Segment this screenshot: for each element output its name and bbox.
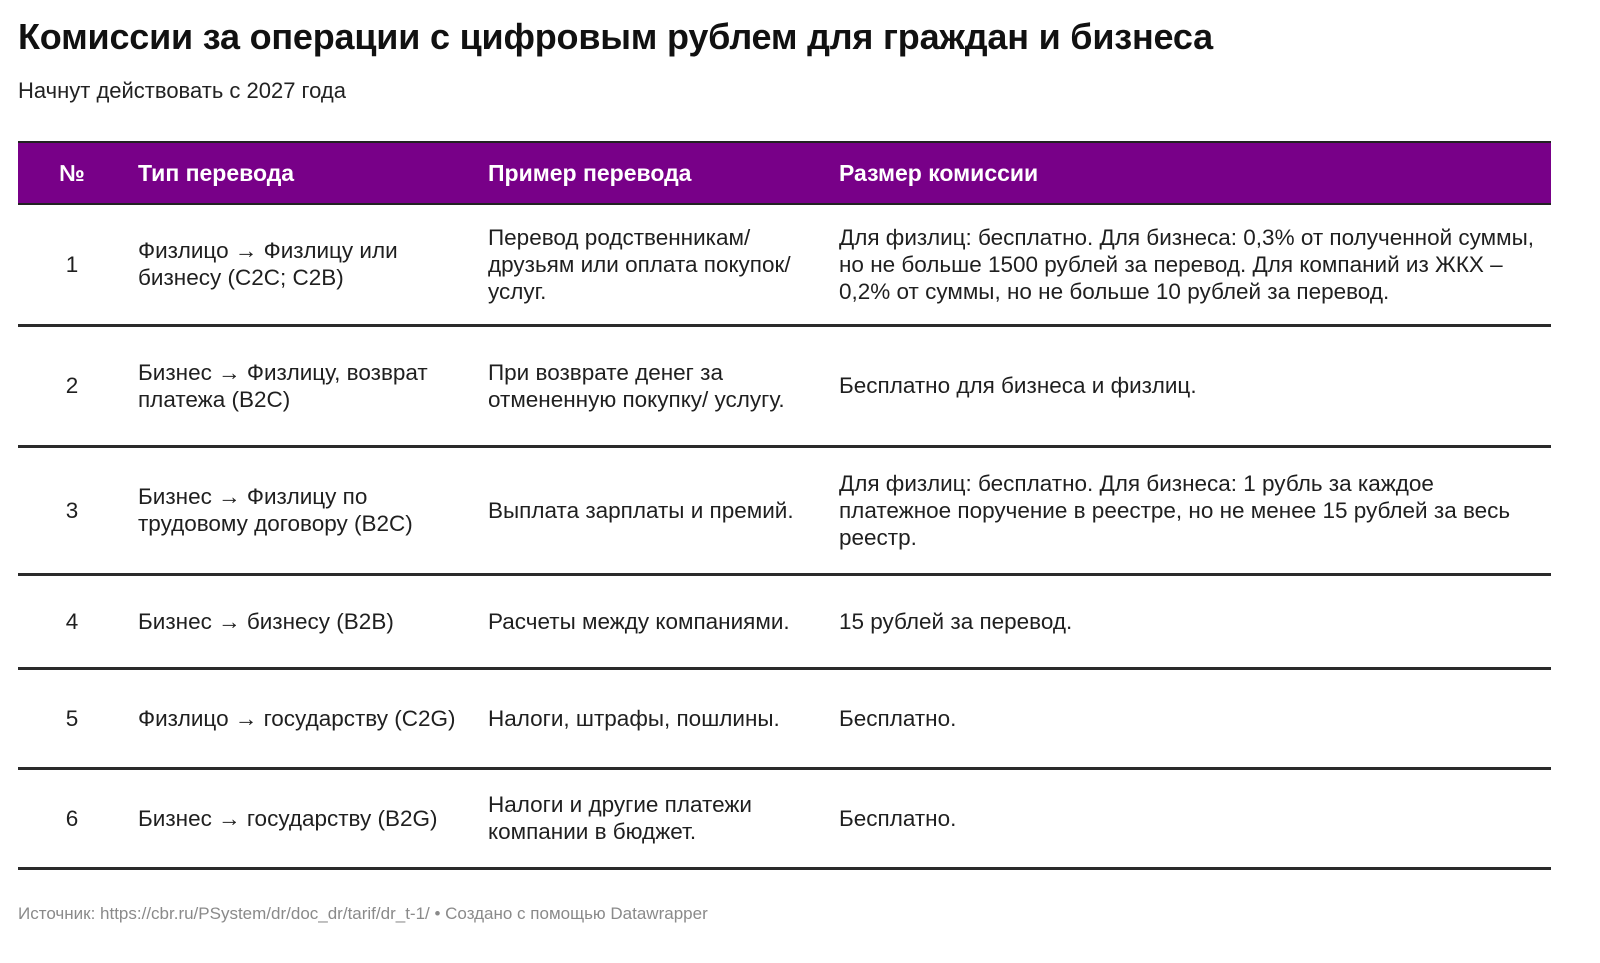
page-title: Комиссии за операции с цифровым рублем для граждан и бизнеса xyxy=(18,16,1213,57)
row-transfer-type: Бизнес → Физлицу по трудовому договору (B2C) xyxy=(126,446,476,574)
row-fee: Бесплатно для бизнеса и физлиц. xyxy=(827,325,1551,446)
table-row xyxy=(18,768,1551,868)
table-row xyxy=(18,668,1551,768)
row-transfer-example: Перевод родственникам/ друзьям или оплата покупок/услуг. xyxy=(476,204,827,325)
header-number: № xyxy=(18,142,126,204)
table-row xyxy=(18,204,1551,325)
row-transfer-example: Расчеты между компаниями. xyxy=(476,574,827,668)
fees-table xyxy=(18,141,1551,870)
row-number: 1 xyxy=(18,204,126,325)
table-row xyxy=(18,446,1551,574)
row-number: 6 xyxy=(18,768,126,868)
source-note: Источник: https://cbr.ru/PSystem/dr/doc_dr/tarif/dr_t-1/ • Создано с помощью Datawrapper xyxy=(18,904,708,923)
row-transfer-example: Налоги и другие платежи компании в бюджет. xyxy=(476,768,827,868)
row-transfer-type: Физлицо → государству (C2G) xyxy=(126,668,476,768)
row-transfer-type: Бизнес → Физлицу, возврат платежа (B2C) xyxy=(126,325,476,446)
row-fee: Бесплатно. xyxy=(827,668,1551,768)
row-transfer-example: При возврате денег за отмененную покупку/ услугу. xyxy=(476,325,827,446)
row-transfer-type: Бизнес → бизнесу (B2B) xyxy=(126,574,476,668)
page-subtitle: Начнут действовать с 2027 года xyxy=(18,78,346,103)
row-fee: Бесплатно. xyxy=(827,768,1551,868)
header-transfer-example: Пример перевода xyxy=(476,142,827,204)
row-number: 4 xyxy=(18,574,126,668)
table-header-row xyxy=(18,142,1551,204)
row-transfer-example: Выплата зарплаты и премий. xyxy=(476,446,827,574)
header-fee-size: Размер комиссии xyxy=(827,142,1551,204)
row-fee: Для физлиц: бесплатно. Для бизнеса: 0,3% от полученной суммы, но не больше 1500 рублей за перевод. Для компаний из ЖКХ – 0,2% от суммы, но не больше 10 рублей за перевод. xyxy=(827,204,1551,325)
row-transfer-type: Физлицо → Физлицу или бизнесу (C2C; C2B) xyxy=(126,204,476,325)
row-number: 5 xyxy=(18,668,126,768)
row-transfer-example: Налоги, штрафы, пошлины. xyxy=(476,668,827,768)
row-fee: Для физлиц: бесплатно. Для бизнеса: 1 рубль за каждое платежное поручение в реестре, но не менее 15 рублей за весь реестр. xyxy=(827,446,1551,574)
table-row xyxy=(18,574,1551,668)
row-fee: 15 рублей за перевод. xyxy=(827,574,1551,668)
row-transfer-type: Бизнес → государству (B2G) xyxy=(126,768,476,868)
table-row xyxy=(18,325,1551,446)
row-number: 3 xyxy=(18,446,126,574)
header-transfer-type: Тип перевода xyxy=(126,142,476,204)
fees-table-container xyxy=(18,141,1551,870)
row-number: 2 xyxy=(18,325,126,446)
